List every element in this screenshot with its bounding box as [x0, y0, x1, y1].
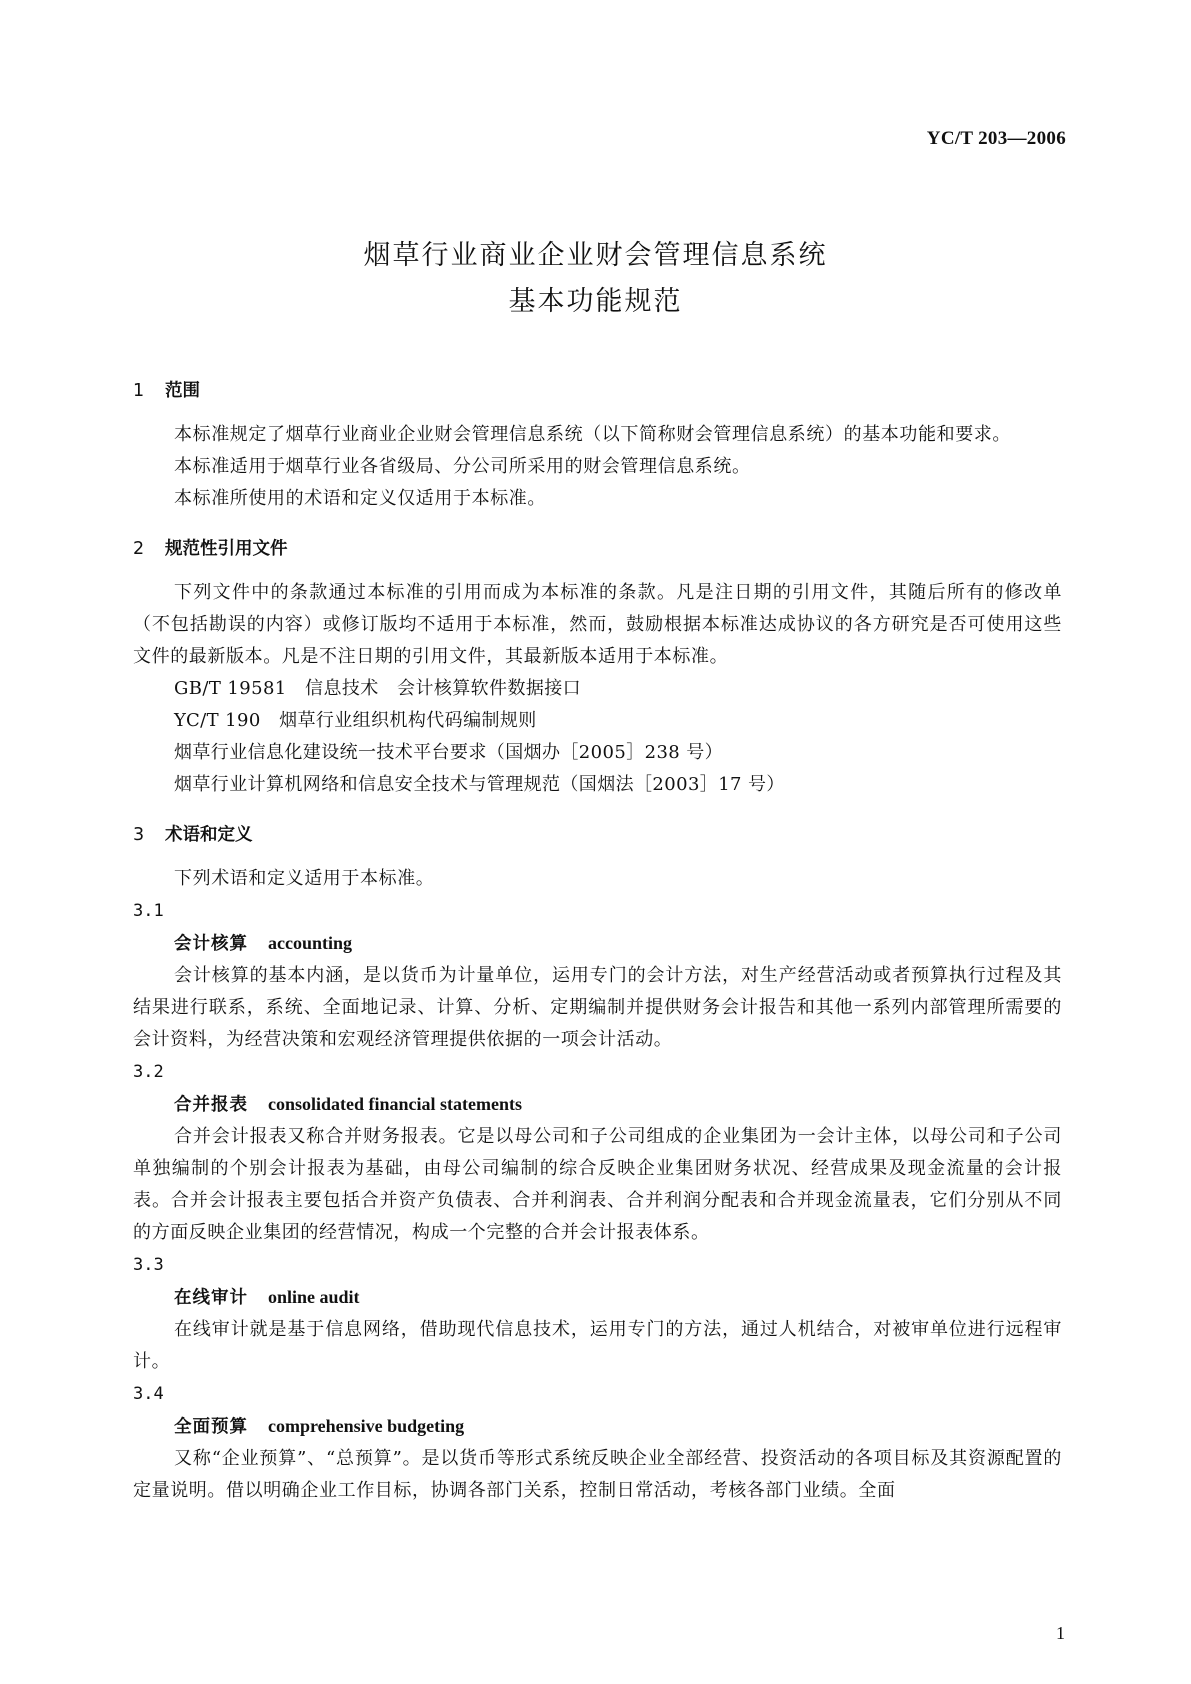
reference-item: YC/T 190 烟草行业组织机构代码编制规则 [174, 710, 537, 731]
section-number: 3 [133, 825, 145, 845]
term-english: consolidated financial statements [268, 1094, 522, 1114]
reference-item: 烟草行业计算机网络和信息安全技术与管理规范（国烟法［2003］17 号） [174, 774, 785, 795]
section-title: 术语和定义 [165, 825, 253, 845]
term-english: accounting [268, 933, 353, 953]
term-english: online audit [268, 1287, 360, 1307]
reference-item: 烟草行业信息化建设统一技术平台要求（国烟办［2005］238 号） [174, 742, 724, 763]
document-body [133, 375, 1062, 1507]
paragraph: 下列文件中的条款通过本标准的引用而成为本标准的条款。凡是注日期的引用文件，其随后所有的修改单（不包括勘误的内容）或修订版均不适用于本标准，然而，鼓励根据本标准达成协议的各方研究是否可使用这些文件的最新版本。凡是不注日期的引用文件，其最新版本适用于本标准。 [133, 582, 1062, 667]
clause-number: 3.1 [133, 901, 164, 921]
reference-item: GB/T 19581 信息技术 会计核算软件数据接口 [174, 678, 582, 699]
section-heading-normative-references [133, 533, 1062, 565]
document-title-line1: 烟草行业商业企业财会管理信息系统 [363, 240, 828, 271]
document-title-line2: 基本功能规范 [508, 286, 683, 317]
section-heading-terms-definitions [133, 819, 1062, 851]
clause-number: 3.4 [133, 1384, 164, 1404]
page-number: 1 [1056, 1623, 1065, 1643]
term-heading [133, 1088, 1062, 1121]
term-definition: 会计核算的基本内涵，是以货币为计量单位，运用专门的会计方法，对生产经营活动或者预算执行过程及其结果进行联系，系统、全面地记录、计算、分析、定期编制并提供财务会计报告和其他一系列内部管理所需要的会计资料，为经营决策和宏观经济管理提供依据的一项会计活动。 [133, 965, 1062, 1050]
term-heading [133, 1410, 1062, 1443]
term-heading [133, 927, 1062, 960]
section-heading-scope [133, 375, 1062, 407]
paragraph: 本标准规定了烟草行业商业企业财会管理信息系统（以下简称财会管理信息系统）的基本功能和要求。 [174, 424, 1011, 445]
paragraph: 本标准所使用的术语和定义仅适用于本标准。 [174, 488, 546, 509]
term-definition: 又称“企业预算”、“总预算”。是以货币等形式系统反映企业全部经营、投资活动的各项目标及其资源配置的定量说明。借以明确企业工作目标，协调各部门关系，控制日常活动，考核各部门业绩。全面 [133, 1448, 1062, 1501]
term-chinese: 会计核算 [174, 934, 248, 954]
term-definition: 合并会计报表又称合并财务报表。它是以母公司和子公司组成的企业集团为一会计主体，以母公司和子公司单独编制的个别会计报表为基础，由母公司编制的综合反映企业集团财务状况、经营成果及现金流量的会计报表。合并会计报表主要包括合并资产负债表、合并利润表、合并利润分配表和合并现金流量表，它们分别从不同的方面反映企业集团的经营情况，构成一个完整的合并会计报表体系。 [133, 1126, 1062, 1243]
term-definition: 在线审计就是基于信息网络，借助现代信息技术，运用专门的方法，通过人机结合，对被审单位进行远程审计。 [133, 1319, 1062, 1372]
section-number: 2 [133, 539, 145, 559]
term-chinese: 在线审计 [174, 1288, 248, 1308]
term-english: comprehensive budgeting [268, 1416, 465, 1436]
clause-number: 3.2 [133, 1062, 164, 1082]
standard-code: YC/T 203—2006 [926, 128, 1066, 149]
term-chinese: 合并报表 [174, 1095, 248, 1115]
term-chinese: 全面预算 [174, 1417, 248, 1437]
section-title: 规范性引用文件 [165, 539, 288, 559]
clause-number: 3.3 [133, 1255, 164, 1275]
paragraph: 下列术语和定义适用于本标准。 [174, 868, 435, 889]
term-heading [133, 1281, 1062, 1314]
section-title: 范围 [165, 381, 200, 401]
paragraph: 本标准适用于烟草行业各省级局、分公司所采用的财会管理信息系统。 [174, 456, 751, 477]
section-number: 1 [133, 381, 145, 401]
